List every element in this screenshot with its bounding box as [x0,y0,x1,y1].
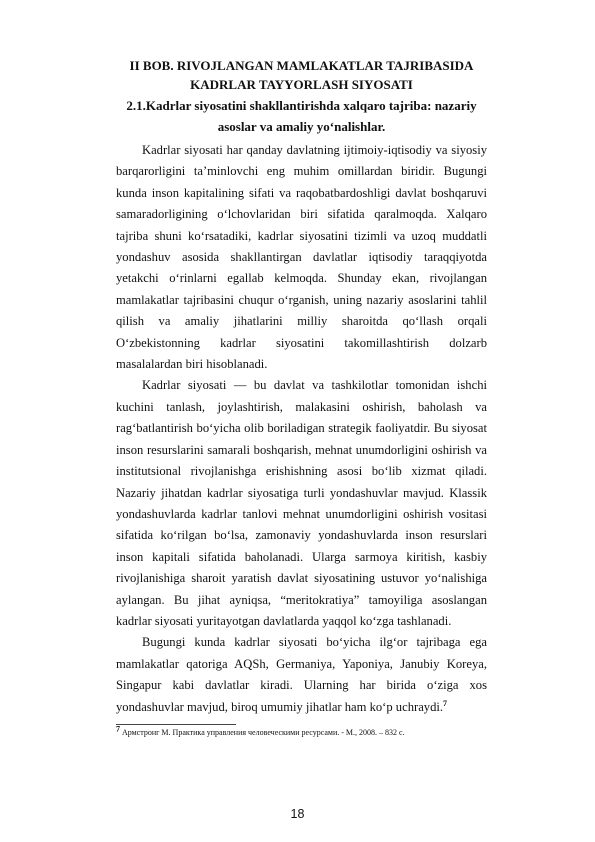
document-page [116,56,487,738]
page-number: 18 [290,807,305,821]
footnote-text: Армстронг М. Практика управления человеческими ресурсами. - М., 2008. – 832 с. [120,727,405,737]
chapter-title-line-1: II BOB. RIVOJLANGAN MAMLAKATLAR TAJRIBASIDA [129,58,474,73]
footnote-number: 7 [116,724,120,734]
section-title: 2.1.Kadrlar siyosatini shakllantirishda xalqaro tajriba: nazariy asoslar va amaliy yo‘nalishlar. [126,98,477,134]
paragraph-1: Kadrlar siyosati har qanday davlatning ijtimoiy-iqtisodiy va siyosiy barqarorligini ta’minlovchi eng muhim omillardan biridir. Bugungi kunda inson kapitalining sifati va raqobatbardoshligi davlat boshqaruvi samaradorligining o‘lchovlaridan biri sifatida qaralmoqda. Xalqaro tajriba shuni ko‘rsatadiki, kadrlar siyosatini tizimli va uzoq muddatli yondashuv asosida shakllantirgan davlatlar iqtisodiy taraqqiyotda yetakchi o‘rinlarni egallab kelmoqda. Shunday ekan, rivojlangan mamlakatlar tajribasini chuqur o‘rganish, uning nazariy asoslarini tahlil qilish va amaliy jihatlarini milliy sharoitda qo‘llash orqali O‘zbekistonning kadrlar siyosatini takomillashtirish dolzarb masalalardan biri hisoblanadi. [116,143,487,372]
paragraph-3-text: Bugungi kunda kadrlar siyosati bo‘yicha ilg‘or tajribaga ega mamlakatlar qatoriga AQSh, Germaniya, Yaponiya, Janubiy Koreya, Singapur kabi davlatlar kiradi. Ularning har birida o‘ziga xos yondashuvlar mavjud, biroq umumiy jihatlar ham ko‘p uchraydi. [116,635,487,714]
footnote-reference[interactable]: 7 [443,698,448,708]
footnote [116,724,487,738]
paragraph-2: Kadrlar siyosati — bu davlat va tashkilotlar tomonidan ishchi kuchini tanlash, joylashtirish, malakasini oshirish, baholash va rag‘batlantirish bo‘yicha olib boriladigan strategik faoliyatdir. Bu siyosat inson resurslarini samarali boshqarish, mehnat unumdorligini oshirish va institutsional rivojlanishga erishishning asosi bo‘lib xizmat qiladi. Nazariy jihatdan kadrlar siyosatiga turli yondashuvlar mavjud. Klassik yondashuvlarda kadrlar tanlovi mehnat unumdorligini oshirish vositasi sifatida ko‘rilgan bo‘lsa, zamonaviy yondashuvlarda inson resurslari inson kapitali sifatida baholanadi. Ularga sarmoya kiritish, kasbiy rivojlanishiga sharoit yaratish davlat siyosatining ustuvor yo‘nalishiga aylangan. Bu jihat ayniqsa, “meritokratiya” tamoyiliga asoslangan kadrlar siyosati yuritayotgan davlatlarda yaqqol ko‘zga tashlanadi. [116,378,487,628]
footnote-divider [116,724,236,725]
chapter-title-line-2: KADRLAR TAYYORLASH SIYOSATI [190,77,413,92]
paragraph-3 [116,632,487,718]
